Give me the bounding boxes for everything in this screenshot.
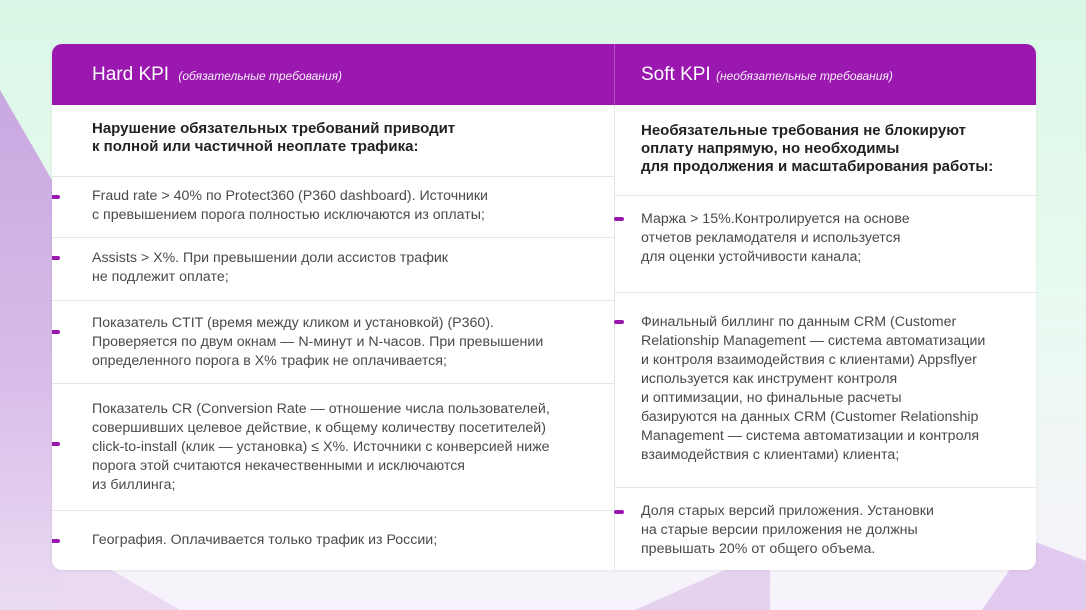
hard-kpi-heading — [92, 64, 342, 86]
hard-kpi-intro: Нарушение обязательных требований приводит к полной или частичной неоплате трафика: — [92, 120, 456, 155]
kpi-header — [52, 44, 1036, 105]
divider — [52, 300, 614, 301]
kpi-card — [52, 44, 1036, 570]
soft-kpi-title: Soft KPI — [641, 64, 711, 85]
divider — [52, 383, 614, 384]
soft-kpi-intro: Необязательные требования не блокируют оплату напрямую, но необходимы для продолжения и масштабирования работы: — [641, 122, 994, 175]
bullet-marker — [614, 217, 624, 221]
soft-kpi-subtitle: (необязательные требования) — [715, 69, 893, 83]
header-separator — [614, 44, 615, 105]
bullet-marker — [52, 330, 60, 334]
divider — [52, 510, 614, 511]
soft-kpi-item-versions: Доля старых версий приложения. Установки на старые версии приложения не должны превышать 20% от общего объема. — [641, 503, 934, 557]
bullet-marker — [52, 539, 60, 543]
hard-kpi-item-cr: Показатель CR (Conversion Rate — отношение числа пользователей, совершивших целевое действие, к общему количеству посетителей) click-to-install (клик — установка) ≤ X%. Источники с конверсией ниже порога этой считаются некачественными и исключаются из биллинга; — [92, 401, 550, 493]
divider — [615, 195, 1036, 196]
bullet-marker — [52, 195, 60, 199]
hard-kpi-item-geo: География. Оплачивается только трафик из России; — [92, 532, 438, 548]
bullet-marker — [614, 320, 624, 324]
bullet-marker — [52, 256, 60, 260]
bullet-marker — [614, 510, 624, 514]
column-divider — [614, 105, 615, 570]
divider — [52, 176, 614, 177]
soft-kpi-heading — [641, 64, 893, 86]
hard-kpi-subtitle: (обязательные требования) — [178, 69, 342, 83]
hard-kpi-title: Hard KPI — [92, 64, 170, 85]
soft-kpi-item-billing: Финальный биллинг по данным CRM (Customer Relationship Management — система автоматизации и контроля взаимодействия с клиентами) Appsflyer используется как инструмент контроля и оптимизации, но финальные расчеты базируются на данных CRM (Customer Relationship Management — система автоматизации и контроля взаимодействия с клиентами) клиента; — [641, 314, 986, 463]
hard-kpi-item-fraud: Fraud rate > 40% по Protect360 (P360 dashboard). Источники с превышением порога полностью исключаются из оплаты; — [92, 188, 488, 223]
hard-kpi-item-ctit: Показатель CTIT (время между кликом и установкой) (P360). Проверяется по двум окнам — N-минут и N-часов. При превышении определенного порога в X% трафик не оплачивается; — [92, 315, 544, 369]
bullet-marker — [52, 442, 60, 446]
divider — [52, 237, 614, 238]
hard-kpi-item-assists: Assists > X%. При превышении доли ассистов трафик не подлежит оплате; — [92, 250, 449, 285]
divider — [615, 292, 1036, 293]
soft-kpi-item-margin: Маржа > 15%.Контролируется на основе отчетов рекламодателя и используется для оценки устойчивости канала; — [641, 211, 910, 265]
divider — [615, 487, 1036, 488]
